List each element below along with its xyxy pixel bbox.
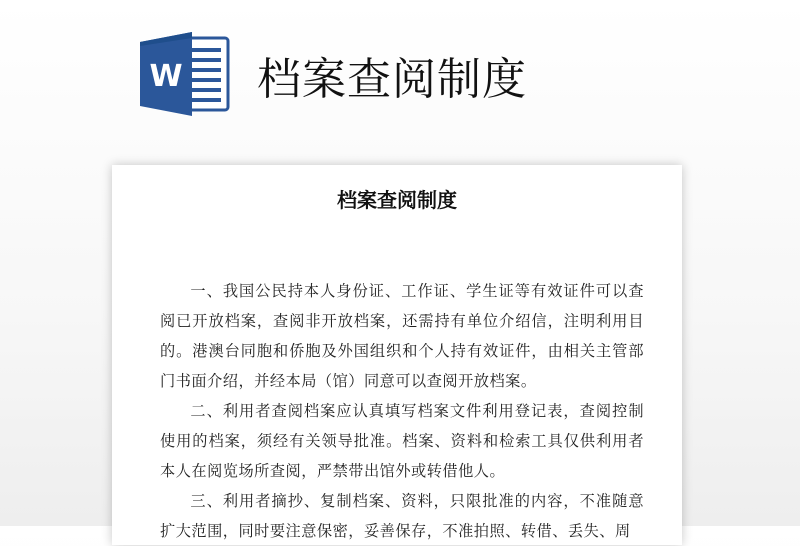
- paragraph-3: 三、利用者摘抄、复制档案、资料，只限批准的内容，不准随意扩大范围，同时要注意保密，妥善保存，不准拍照、转借、丢失、周: [160, 492, 644, 540]
- document-title: 档案查阅制度: [337, 188, 457, 212]
- word-app-icon: [140, 32, 232, 116]
- paragraph-1: 一、我国公民持本人身份证、工作证、学生证等有效证件可以查阅已开放档案，查阅非开放档案，还需持有单位介绍信，注明利用目的。港澳台同胞和侨胞及外国组织和个人持有效证件，由相关主管部门书面介绍，并经本局（馆）同意可以查阅开放档案。: [160, 282, 644, 390]
- header: [0, 0, 800, 140]
- word-logo-letter: W: [149, 59, 183, 94]
- document-body: [160, 276, 644, 546]
- document-page: [112, 165, 682, 545]
- page-title: 档案查阅制度: [257, 54, 527, 105]
- paragraph-2: 二、利用者查阅档案应认真填写档案文件利用登记表，查阅控制使用的档案，须经有关领导批准。档案、资料和检索工具仅供利用者本人在阅览场所查阅，严禁带出馆外或转借他人。: [160, 402, 644, 480]
